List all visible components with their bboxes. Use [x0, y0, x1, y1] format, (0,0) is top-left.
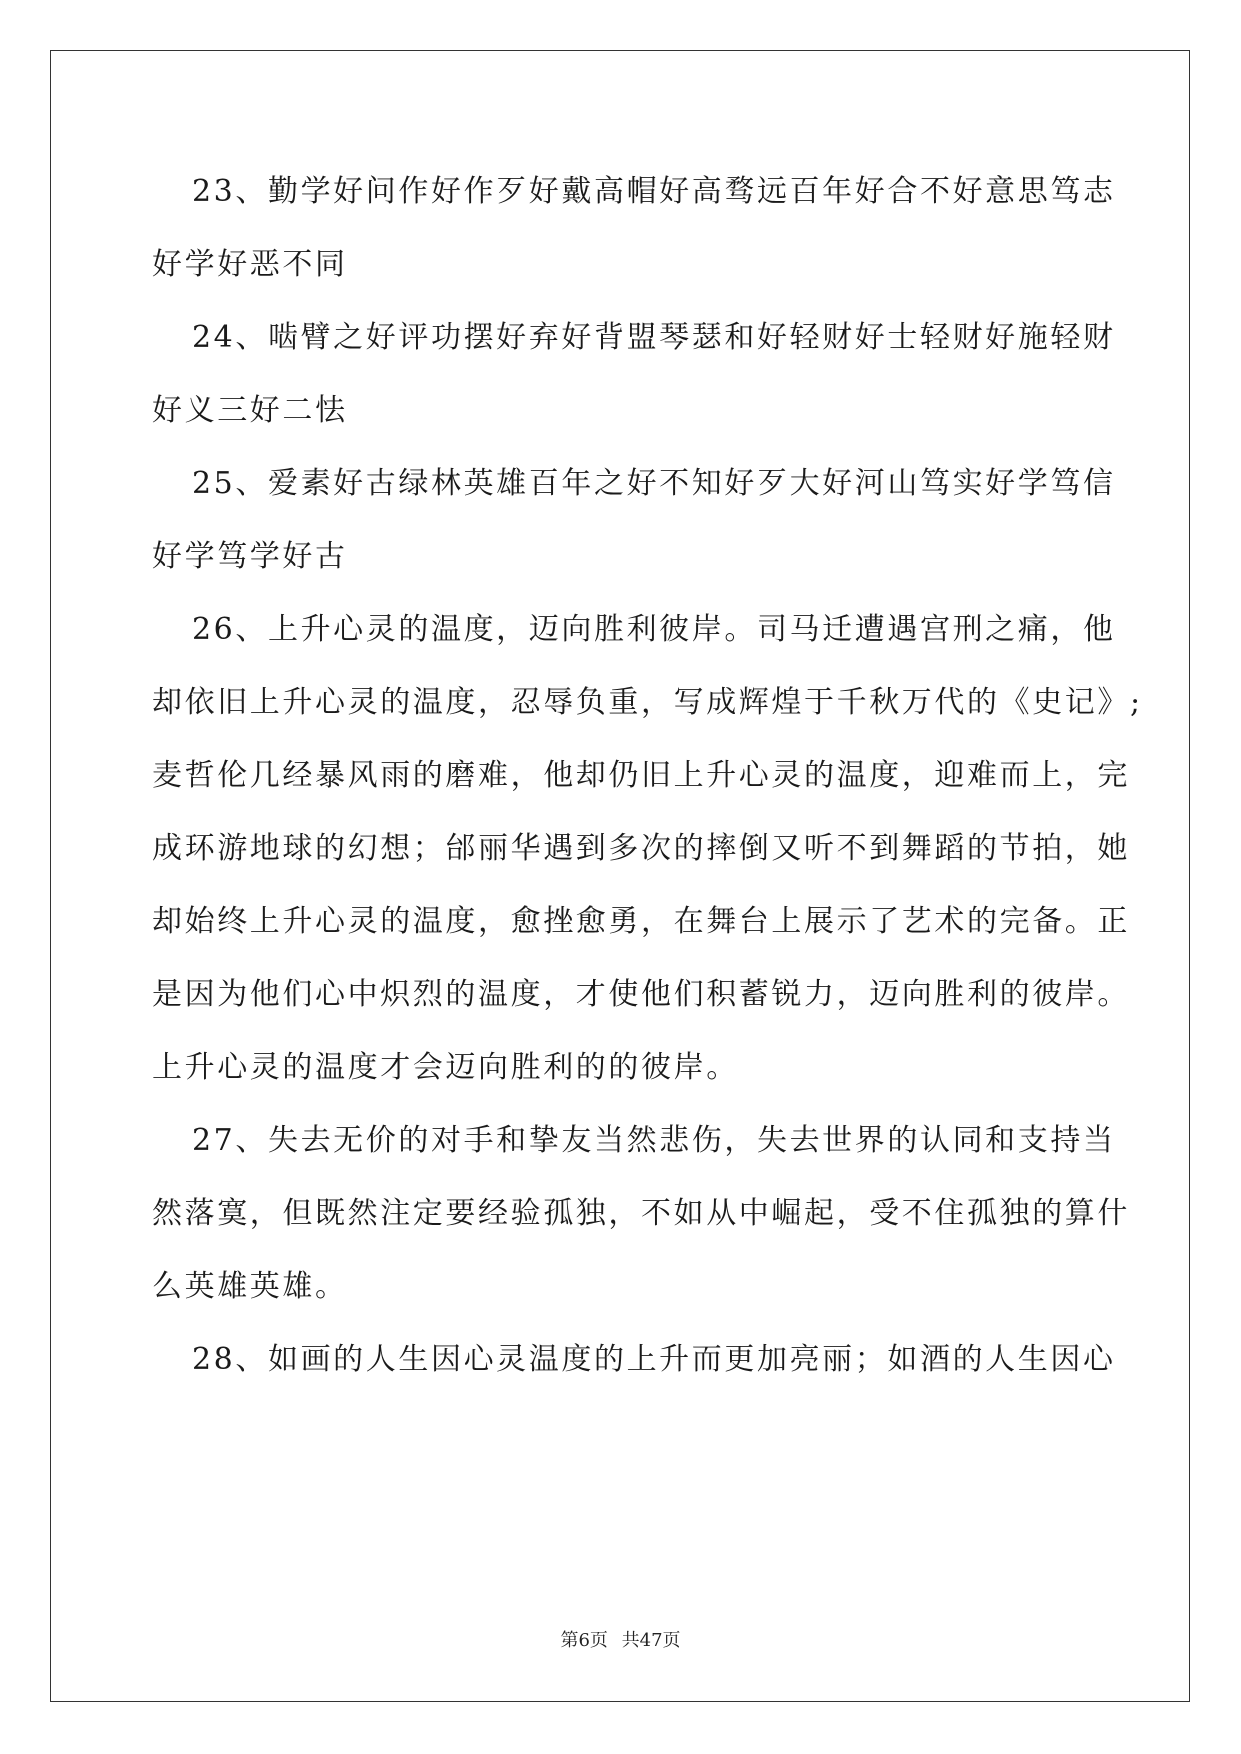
paragraph-line: 23、勤学好问作好作歹好戴高帽好高骛远百年好合不好意思笃志 — [192, 174, 1116, 209]
paragraph — [152, 593, 1143, 1104]
paragraph-line: 却始终上升心灵的温度，愈挫愈勇，在舞台上展示了艺术的完备。正 — [152, 904, 1130, 939]
paragraph — [152, 1323, 1116, 1396]
page-total: 共47页 — [621, 1630, 681, 1651]
paragraph-line: 25、爱素好古绿林英雄百年之好不知好歹大好河山笃实好学笃信 — [192, 466, 1116, 501]
document-body — [152, 155, 1143, 1396]
paragraph-line: 24、啮臂之好评功摆好弃好背盟琴瑟和好轻财好士轻财好施轻财 — [192, 320, 1116, 355]
paragraph-line: 好学好恶不同 — [152, 247, 348, 282]
paragraph-list — [152, 155, 1143, 1396]
paragraph-line: 好学笃学好古 — [152, 539, 348, 574]
paragraph-line: 上升心灵的温度才会迈向胜利的的彼岸。 — [152, 1050, 739, 1085]
paragraph — [152, 1104, 1130, 1323]
paragraph — [152, 155, 1116, 301]
paragraph-line: 是因为他们心中炽烈的温度，才使他们积蓄锐力，迈向胜利的彼岸。 — [152, 977, 1130, 1012]
paragraph-line: 么英雄英雄。 — [152, 1269, 348, 1304]
page-number: 第6页 — [560, 1630, 608, 1651]
paragraph-line: 却依旧上升心灵的温度，忍辱负重，写成辉煌于千秋万代的《史记》; — [152, 685, 1143, 720]
page-footer — [0, 1626, 1241, 1652]
paragraph-line: 成环游地球的幻想；邰丽华遇到多次的摔倒又听不到舞蹈的节拍，她 — [152, 831, 1130, 866]
paragraph-line: 27、失去无价的对手和挚友当然悲伤，失去世界的认同和支持当 — [192, 1123, 1116, 1158]
paragraph-line: 然落寞，但既然注定要经验孤独，不如从中崛起，受不住孤独的算什 — [152, 1196, 1130, 1231]
paragraph-line: 麦哲伦几经暴风雨的磨难，他却仍旧上升心灵的温度，迎难而上，完 — [152, 758, 1130, 793]
paragraph — [152, 301, 1116, 447]
paragraph-line: 28、如画的人生因心灵温度的上升而更加亮丽；如酒的人生因心 — [192, 1342, 1116, 1377]
paragraph-line: 26、上升心灵的温度，迈向胜利彼岸。司马迁遭遇宫刑之痛，他 — [192, 612, 1116, 647]
paragraph-line: 好义三好二怯 — [152, 393, 348, 428]
paragraph — [152, 447, 1116, 593]
